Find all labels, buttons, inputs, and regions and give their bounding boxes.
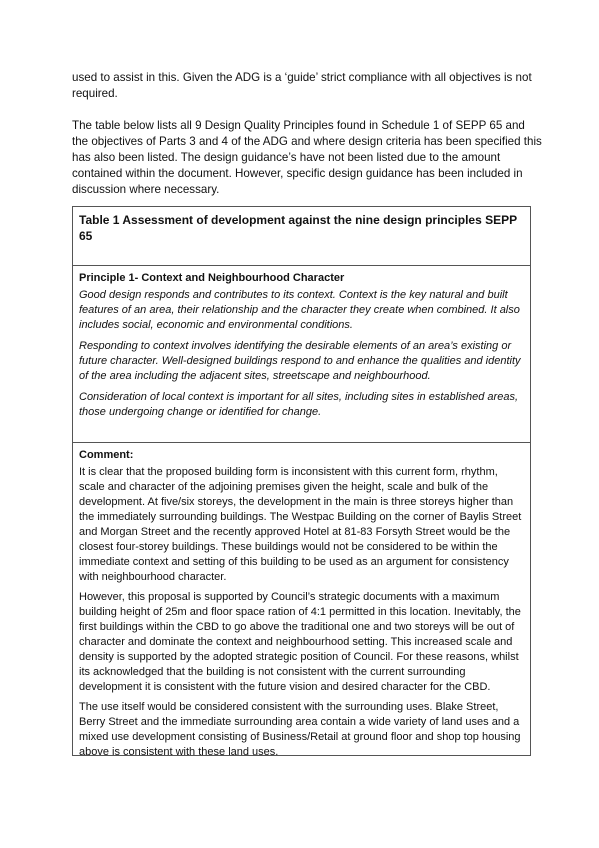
comment-text-2: However, this proposal is supported by Council’s strategic documents with a maximum building height of 25m and floor space ration of 4:1 permitted in this location. Inevitably, the first buildings within the CBD to go above the traditional one and two storeys will be out of character and dominate the context and neighbourhood setting. This increased scale and density is supported by the adopted strategic position of Council. For these reasons, whilst its acknowledged that the building is not consistent with the current surrounding development it is consistent with the future vision and desired character for the CBD. (79, 591, 521, 693)
intro-paragraph-1: used to assist in this. Given the ADG is a ‘guide’ strict compliance with all objectives is not required. (72, 71, 532, 100)
principle-text-3: Consideration of local context is important for all sites, including sites in established areas, those undergoing change or identified for change. (79, 391, 519, 418)
table-title: Table 1 Assessment of development against the nine design principles SEPP 65 (73, 207, 530, 266)
principle-heading: Principle 1- Context and Neighbourhood Character (79, 272, 345, 284)
comment-heading: Comment: (79, 449, 134, 461)
comment-cell (73, 443, 530, 758)
principle-text-2: Responding to context involves identifying the desirable elements of an area’s existing or future character. Well-designed buildings respond to and enhance the qualities and identity of the area including the adjacent sites, streetscape and neighbourhood. (79, 340, 521, 382)
intro-paragraph-2: The table below lists all 9 Design Quality Principles found in Schedule 1 of SEPP 65 and the objectives of Parts 3 and 4 of the ADG and where design criteria has been specified this has also been listed. The design guidance’s have not been listed due to the amount contained within the document. However, specific design guidance has been included in discussion where necessary. (72, 119, 542, 196)
assessment-table (72, 206, 531, 756)
comment-text-3: The use itself would be considered consistent with the surrounding uses. Blake Street, Berry Street and the immediate surrounding area contain a wide variety of land uses and a mixed use development consisting of Business/Retail at ground floor and shop top housing above is consistent with these land uses. (79, 701, 521, 758)
principle-cell (73, 266, 530, 443)
principle-text-1: Good design responds and contributes to its context. Context is the key natural and built features of an area, their relationship and the character they create when combined. It also includes social, economic and environmental conditions. (79, 289, 520, 331)
comment-text-1: It is clear that the proposed building form is inconsistent with this current form, rhythm, scale and character of the adjoining premises given the height, scale and bulk of the development. At five/six storeys, the development in the main is three storeys higher than the immediately surrounding buildings. The Westpac Building on the corner of Baylis Street and Morgan Street and the recently approved Hotel at 81-83 Forsyth Street would be the closest four-storey buildings. These buildings would not be considered to be within the immediate context and setting of this building to be used as an argument for consistency with neighbourhood character. (79, 466, 522, 583)
